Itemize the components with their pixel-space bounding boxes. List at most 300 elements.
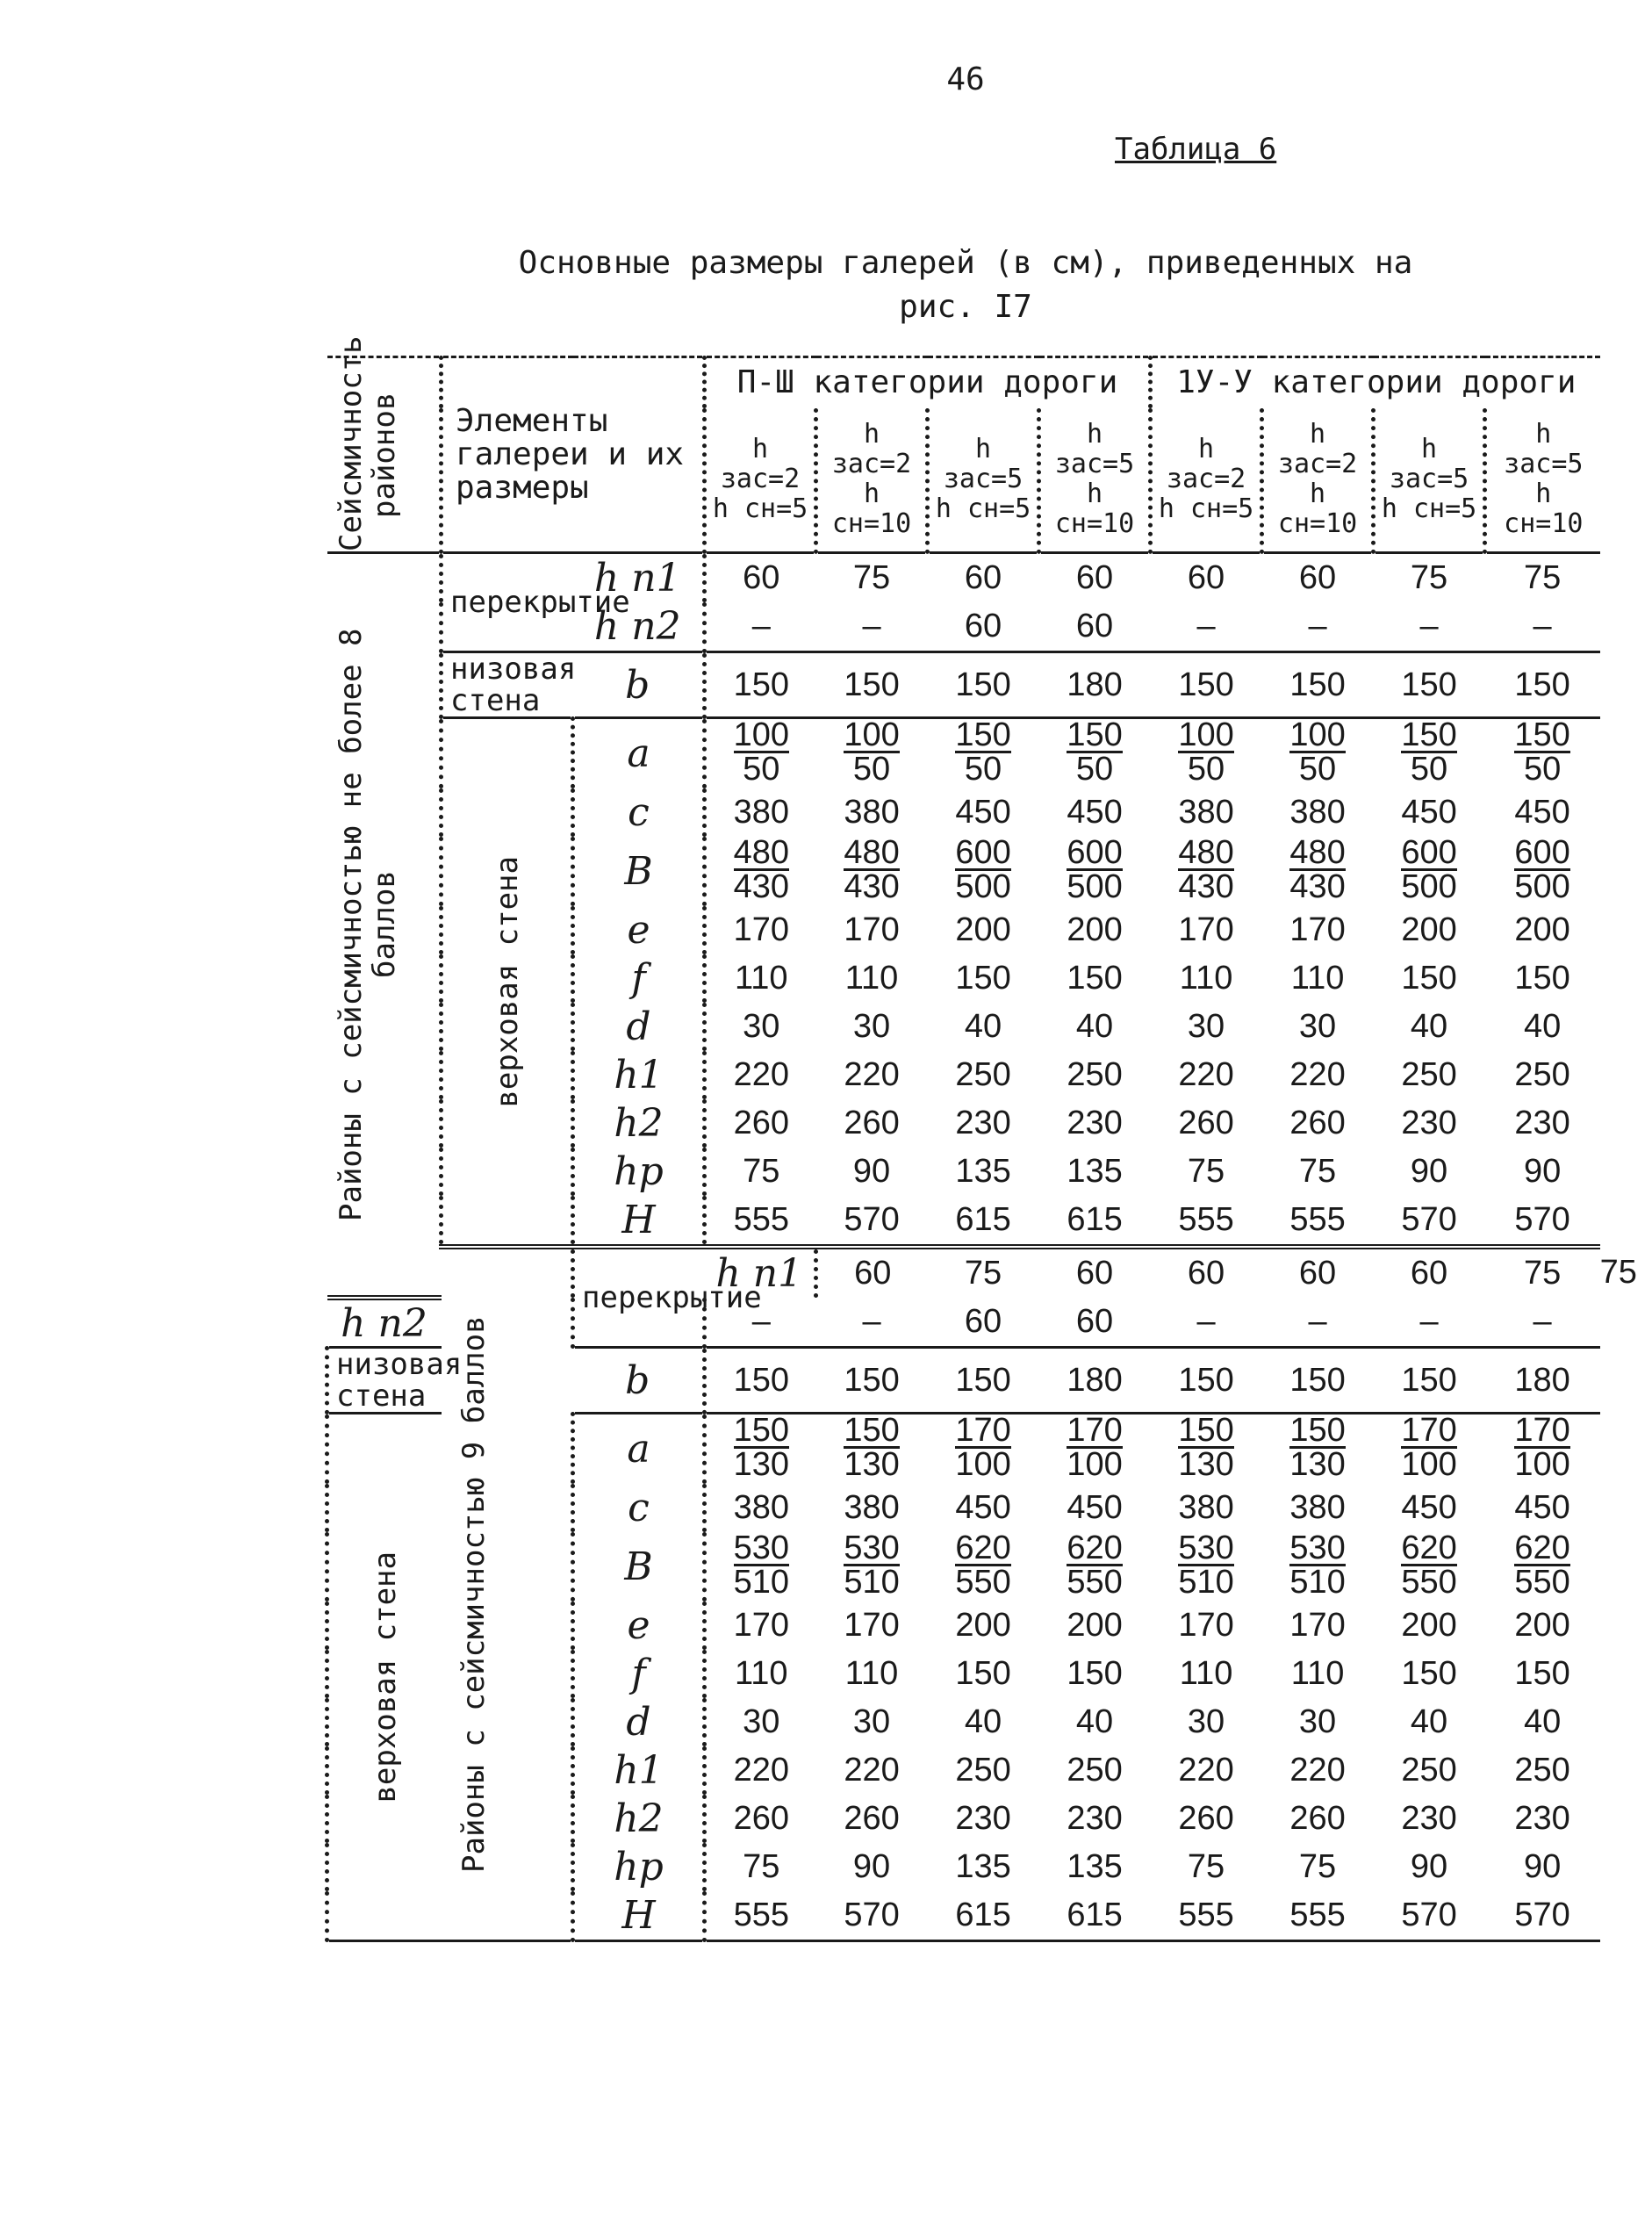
fraction-a: [1401, 716, 1457, 788]
value-a: [1262, 1414, 1374, 1485]
value-e: 170: [1178, 911, 1234, 948]
value-hp2: 60: [1039, 1298, 1151, 1348]
value-hp1: 75: [1523, 559, 1562, 596]
value-hp1: 75: [852, 559, 891, 596]
fraction-numerator: 480: [844, 834, 900, 871]
fraction-numerator: 150: [733, 1412, 789, 1449]
value-f: 150: [1067, 1655, 1123, 1692]
fraction-denominator: 550: [1514, 1564, 1570, 1601]
value-f: 110: [844, 1655, 899, 1692]
value-e: 170: [1178, 1607, 1234, 1644]
header-sub-1: h зас=2 h сн=5: [705, 408, 816, 553]
value-h: 570: [816, 1196, 928, 1247]
value-hp2: 60: [1039, 602, 1151, 652]
value-d: 40: [1410, 1008, 1448, 1045]
fraction-denominator: 50: [1523, 751, 1562, 788]
region-label: [442, 1247, 573, 1941]
value-hp1: 60: [816, 1247, 928, 1298]
value-f: 150: [1401, 1655, 1457, 1692]
value-b: [816, 834, 928, 906]
fraction-a: [1289, 1412, 1346, 1483]
region-label: [327, 553, 442, 1299]
value-c: 380: [1178, 1489, 1234, 1526]
value-b: 150: [705, 1348, 816, 1414]
symbol-h: H: [573, 1891, 705, 1941]
value-hp2: –: [1262, 1298, 1374, 1348]
fraction-denominator: 130: [1289, 1446, 1346, 1483]
header-elements: Элементы галереи и их размеры: [442, 357, 705, 553]
fraction-denominator: 130: [844, 1446, 900, 1483]
value-h: 570: [816, 1891, 928, 1941]
symbol-h2: h2: [573, 1795, 705, 1843]
value-hp1: 75: [1523, 1255, 1562, 1292]
value-hp: 90: [852, 1848, 891, 1885]
value-c: 450: [1067, 794, 1123, 831]
symbol-h2: h2: [573, 1099, 705, 1148]
symbol-hp2: h п2: [327, 1298, 442, 1348]
value-e: 200: [955, 1607, 1011, 1644]
value-h1: 220: [844, 1752, 900, 1789]
fraction-numerator: 100: [1289, 716, 1346, 753]
overlap-label: перекрытие: [573, 1247, 705, 1348]
value-b: [1374, 834, 1485, 906]
value-hp2: –: [705, 1298, 816, 1348]
value-b: [928, 1532, 1039, 1602]
fraction-b: [844, 834, 900, 905]
region-text: Районы с сейсмичностью не более 8 баллов: [334, 628, 403, 1221]
value-c: 450: [1514, 1489, 1570, 1526]
fraction-denominator: 500: [1514, 868, 1570, 905]
value-e: 170: [705, 906, 816, 954]
fraction-a: [844, 1412, 900, 1483]
value-hp1: 60: [1298, 559, 1337, 596]
fraction-denominator: 50: [1075, 751, 1114, 788]
fraction-a: [955, 1412, 1011, 1483]
lower-wall-label: низовая стена: [327, 1348, 442, 1414]
value-hp: 75: [1298, 1848, 1337, 1885]
value-a: [1262, 718, 1374, 789]
value-c: 450: [1401, 794, 1457, 831]
symbol-b: B: [573, 1532, 705, 1602]
symbol-hp2: h п2: [573, 602, 705, 652]
fraction-numerator: 600: [1514, 834, 1570, 871]
fraction-denominator: 50: [1187, 751, 1225, 788]
fraction-b: [955, 1530, 1011, 1601]
value-e: 170: [844, 1607, 900, 1644]
value-b: 150: [928, 652, 1039, 718]
value-d: 40: [964, 1008, 1002, 1045]
value-h: 555: [705, 1891, 816, 1941]
value-b: 150: [816, 1348, 928, 1414]
fraction-denominator: 430: [733, 868, 789, 905]
fraction-numerator: 530: [1178, 1530, 1234, 1566]
value-a: [1374, 718, 1485, 789]
value-a: [1151, 1414, 1262, 1485]
header-sub-8: h зас=5 h сн=10: [1485, 408, 1600, 553]
fraction-numerator: 170: [1514, 1412, 1570, 1449]
upper-wall-label: [442, 718, 573, 1248]
fraction-numerator: 600: [955, 834, 1011, 871]
symbol-h1: h1: [573, 1051, 705, 1099]
value-hp2: –: [1262, 602, 1374, 652]
fraction-numerator: 480: [1289, 834, 1346, 871]
value-a: [1039, 1414, 1151, 1485]
value-h: 555: [1262, 1196, 1374, 1247]
fraction-numerator: 150: [955, 716, 1011, 753]
value-hp: 75: [705, 1843, 816, 1891]
value-h1: 250: [1067, 1056, 1123, 1093]
value-hp2: –: [1151, 1298, 1262, 1348]
value-d: 40: [964, 1703, 1002, 1740]
value-h2: 230: [1401, 1800, 1457, 1837]
value-h1: 250: [955, 1752, 1011, 1789]
value-d: 30: [1298, 1008, 1337, 1045]
fraction-denominator: 550: [955, 1564, 1011, 1601]
value-hp2: –: [1151, 602, 1262, 652]
value-h2: 230: [1514, 1105, 1570, 1141]
upper-wall-text: верховая стена: [489, 855, 525, 1108]
fraction-numerator: 170: [955, 1412, 1011, 1449]
header-sub-6: h зас=2 h сн=10: [1262, 408, 1374, 553]
value-f: 150: [955, 1655, 1011, 1692]
fraction-numerator: 620: [1067, 1530, 1123, 1566]
fraction-b: [955, 834, 1011, 905]
value-h1: 220: [705, 1051, 816, 1099]
value-f: 150: [955, 960, 1011, 997]
fraction-b: [733, 1530, 789, 1601]
fraction-numerator: 100: [844, 716, 900, 753]
value-hp2: –: [1374, 1298, 1485, 1348]
value-h1: 220: [1289, 1056, 1346, 1093]
value-hp: 90: [1523, 1153, 1562, 1190]
value-b: [1151, 834, 1262, 906]
symbol-hp: hp: [573, 1843, 705, 1891]
symbol-b: b: [573, 1348, 705, 1414]
header-category-a: П-Ш категории дороги: [705, 357, 1151, 408]
symbol-a: a: [573, 718, 705, 789]
value-b: [1262, 1532, 1374, 1602]
value-hp: 75: [705, 1148, 816, 1196]
value-h: 555: [1262, 1891, 1374, 1941]
page-number: 46: [946, 61, 985, 97]
value-hp: 90: [1410, 1848, 1448, 1885]
fraction-denominator: 510: [733, 1564, 789, 1601]
value-hp2: –: [816, 602, 928, 652]
value-c: 380: [1289, 794, 1346, 831]
symbol-b: B: [573, 837, 705, 906]
value-a: [928, 1414, 1039, 1485]
value-d: 30: [852, 1703, 891, 1740]
fraction-a: [955, 716, 1011, 788]
fraction-b: [1514, 834, 1570, 905]
value-d: 40: [1523, 1703, 1562, 1740]
fraction-denominator: 430: [844, 868, 900, 905]
value-h1: 220: [1178, 1056, 1234, 1093]
value-b: [816, 1532, 928, 1602]
value-c: 380: [844, 794, 900, 831]
symbol-c: c: [573, 1484, 705, 1532]
value-a: [1039, 718, 1151, 789]
header-sub-3: h зас=5 h сн=5: [928, 408, 1039, 553]
value-h2: 230: [1067, 1800, 1123, 1837]
value-b: [1039, 834, 1151, 906]
fraction-b: [1401, 834, 1457, 905]
value-f: 110: [705, 1650, 816, 1698]
value-b: 150: [1151, 652, 1262, 718]
fraction-numerator: 150: [1178, 1412, 1234, 1449]
symbol-e: e: [573, 906, 705, 954]
fraction-a: [1289, 716, 1346, 788]
value-f: 110: [1290, 960, 1345, 997]
fraction-denominator: 550: [1067, 1564, 1123, 1601]
fraction-denominator: 430: [1178, 868, 1234, 905]
fraction-denominator: 100: [1067, 1446, 1123, 1483]
value-e: 200: [1067, 1607, 1123, 1644]
value-hp: 135: [1067, 1153, 1123, 1190]
value-b: 150: [1262, 1348, 1374, 1414]
value-d: 30: [1187, 1008, 1225, 1045]
value-e: 170: [705, 1602, 816, 1650]
value-c: 380: [1289, 1489, 1346, 1526]
value-h: 615: [928, 1891, 1039, 1941]
fraction-a: [1514, 1412, 1570, 1483]
header-sub-7: h зас=5 h сн=5: [1374, 408, 1485, 553]
fraction-numerator: 600: [1401, 834, 1457, 871]
value-b: [1262, 834, 1374, 906]
value-hp1: 75: [1410, 559, 1448, 596]
value-h1: 220: [844, 1056, 900, 1093]
value-a: [1151, 718, 1262, 789]
symbol-b: b: [573, 652, 705, 718]
fraction-b: [1289, 1530, 1346, 1601]
value-a: [816, 718, 928, 789]
fraction-numerator: 170: [1067, 1412, 1123, 1449]
value-e: 200: [1401, 911, 1457, 948]
value-f: 110: [1179, 1655, 1233, 1692]
symbol-e: e: [573, 1602, 705, 1650]
value-c: 380: [1178, 794, 1234, 831]
value-e: 200: [955, 911, 1011, 948]
value-hp: 135: [955, 1153, 1011, 1190]
value-b: 150: [928, 1348, 1039, 1414]
value-hp2: –: [1374, 602, 1485, 652]
symbol-h: H: [573, 1196, 705, 1247]
value-hp: 90: [852, 1153, 891, 1190]
value-b: 150: [1151, 1348, 1262, 1414]
value-h2: 230: [1514, 1800, 1570, 1837]
value-b: 180: [1039, 652, 1151, 718]
value-h: 570: [1485, 1891, 1600, 1941]
value-h1: 250: [1401, 1752, 1457, 1789]
value-h1: 250: [1514, 1056, 1570, 1093]
value-c: 450: [1067, 1489, 1123, 1526]
lower-wall-label: низовая стена: [442, 652, 573, 718]
symbol-a: a: [573, 1414, 705, 1485]
value-h1: 220: [1178, 1752, 1234, 1789]
value-a: [1485, 718, 1600, 789]
value-b: [705, 834, 816, 906]
value-hp: 90: [1410, 1153, 1448, 1190]
symbol-f: f: [573, 1650, 705, 1698]
value-b: [928, 834, 1039, 906]
value-f: 150: [1067, 960, 1123, 997]
value-e: 170: [1289, 911, 1346, 948]
value-c: 380: [705, 788, 816, 837]
value-h: 615: [1039, 1196, 1151, 1247]
value-f: 110: [1179, 960, 1233, 997]
value-hp: 135: [955, 1848, 1011, 1885]
value-h2: 260: [844, 1800, 900, 1837]
value-h2: 260: [844, 1105, 900, 1141]
fraction-denominator: 130: [1178, 1446, 1234, 1483]
fraction-denominator: 50: [964, 751, 1002, 788]
value-h: 570: [1485, 1196, 1600, 1247]
value-hp2: –: [816, 1298, 928, 1348]
value-a: [1485, 1414, 1600, 1485]
fraction-b: [844, 1530, 900, 1601]
symbol-d: d: [573, 1003, 705, 1051]
value-f: 150: [1514, 1655, 1570, 1692]
value-h: 555: [1151, 1196, 1262, 1247]
value-a: [705, 718, 816, 789]
fraction-a: [1178, 1412, 1234, 1483]
value-b: [1485, 834, 1600, 906]
value-h1: 250: [1067, 1752, 1123, 1789]
fraction-denominator: 550: [1401, 1564, 1457, 1601]
value-h: 615: [928, 1196, 1039, 1247]
value-h1: 250: [955, 1056, 1011, 1093]
value-hp1: 60: [1075, 1255, 1114, 1292]
value-e: 200: [1067, 911, 1123, 948]
value-h: 570: [1374, 1891, 1485, 1941]
fraction-a: [844, 716, 900, 788]
value-d: 30: [705, 1698, 816, 1746]
value-c: 450: [955, 1489, 1011, 1526]
table-label: Таблица 6: [1115, 132, 1277, 167]
fraction-numerator: 100: [733, 716, 789, 753]
value-hp1: 60: [1410, 1255, 1448, 1292]
value-hp: 75: [1187, 1153, 1225, 1190]
value-hp1: 75: [964, 1255, 1002, 1292]
symbol-c: c: [573, 788, 705, 837]
value-h1: 220: [1289, 1752, 1346, 1789]
value-a: [705, 1414, 816, 1485]
value-e: 200: [1401, 1607, 1457, 1644]
fraction-denominator: 500: [1401, 868, 1457, 905]
value-h2: 230: [1067, 1105, 1123, 1141]
value-hp1: 60: [705, 553, 816, 603]
value-e: 200: [1514, 1607, 1570, 1644]
value-h1: 250: [1514, 1752, 1570, 1789]
region-text: Районы с сейсмичностью 9 баллов: [456, 1315, 492, 1874]
value-h2: 230: [955, 1105, 1011, 1141]
overlap-label: перекрытие: [442, 553, 573, 652]
value-d: 30: [1187, 1703, 1225, 1740]
value-hp1: 60: [1298, 1255, 1337, 1292]
value-h2: 230: [955, 1800, 1011, 1837]
header-category-b: 1У-У категории дороги: [1151, 357, 1600, 408]
value-b: 150: [1374, 1348, 1485, 1414]
value-hp1: 60: [1187, 559, 1225, 596]
table-caption: Основные размеры галерей (в см), приведенных на рис. I7: [518, 245, 1413, 325]
value-d: 40: [1075, 1008, 1114, 1045]
header-sub-4: h зас=5 h сн=10: [1039, 408, 1151, 553]
upper-wall-label: [327, 1414, 442, 1941]
symbol-hp: hp: [573, 1148, 705, 1196]
value-d: 30: [705, 1003, 816, 1051]
fraction-b: [1289, 834, 1346, 905]
fraction-denominator: 500: [955, 868, 1011, 905]
header-sub-5: h зас=2 h сн=5: [1151, 408, 1262, 553]
fraction-a: [1067, 1412, 1123, 1483]
value-c: 450: [1514, 794, 1570, 831]
fraction-b: [1178, 834, 1234, 905]
value-hp: 75: [1187, 1848, 1225, 1885]
value-c: 380: [705, 1484, 816, 1532]
value-b: 150: [1374, 652, 1485, 718]
fraction-numerator: 100: [1178, 716, 1234, 753]
fraction-numerator: 150: [1401, 716, 1457, 753]
value-hp2: 60: [928, 602, 1039, 652]
fraction-a: [1067, 716, 1123, 788]
value-h2: 260: [705, 1099, 816, 1148]
value-f: 110: [705, 954, 816, 1003]
symbol-f: f: [573, 954, 705, 1003]
fraction-denominator: 50: [1410, 751, 1448, 788]
upper-wall-text: верховая стена: [367, 1551, 403, 1803]
value-b: 180: [1485, 1348, 1600, 1414]
fraction-b: [733, 834, 789, 905]
value-d: 30: [852, 1008, 891, 1045]
fraction-a: [1401, 1412, 1457, 1483]
fraction-denominator: 510: [1178, 1564, 1234, 1601]
value-d: 40: [1523, 1008, 1562, 1045]
value-c: 380: [844, 1489, 900, 1526]
fraction-numerator: 480: [733, 834, 789, 871]
value-h2: 230: [1401, 1105, 1457, 1141]
value-f: 150: [1401, 960, 1457, 997]
value-c: 450: [955, 794, 1011, 831]
fraction-a: [1178, 716, 1234, 788]
fraction-numerator: 480: [1178, 834, 1234, 871]
value-d: 40: [1075, 1703, 1114, 1740]
symbol-d: d: [573, 1698, 705, 1746]
value-b: [705, 1532, 816, 1602]
fraction-b: [1067, 1530, 1123, 1601]
fraction-numerator: 600: [1067, 834, 1123, 871]
value-b: 150: [1485, 652, 1600, 718]
value-b: 180: [1039, 1348, 1151, 1414]
fraction-numerator: 150: [1289, 1412, 1346, 1449]
value-f: 110: [1290, 1655, 1345, 1692]
value-h1: 220: [705, 1746, 816, 1795]
header-sub-2: h зас=2 h сн=10: [816, 408, 928, 553]
fraction-b: [1514, 1530, 1570, 1601]
fraction-denominator: 50: [743, 751, 780, 788]
fraction-b: [1178, 1530, 1234, 1601]
fraction-denominator: 50: [1298, 751, 1337, 788]
value-hp2: 60: [928, 1298, 1039, 1348]
value-d: 40: [1410, 1703, 1448, 1740]
value-h: 570: [1374, 1196, 1485, 1247]
value-h2: 260: [1178, 1800, 1234, 1837]
fraction-numerator: 530: [844, 1530, 900, 1566]
fraction-numerator: 150: [1514, 716, 1570, 753]
fraction-numerator: 150: [844, 1412, 900, 1449]
value-b: 150: [705, 652, 816, 718]
value-h2: 260: [705, 1795, 816, 1843]
header-seismicity: Сейсмичность районов: [327, 357, 442, 553]
